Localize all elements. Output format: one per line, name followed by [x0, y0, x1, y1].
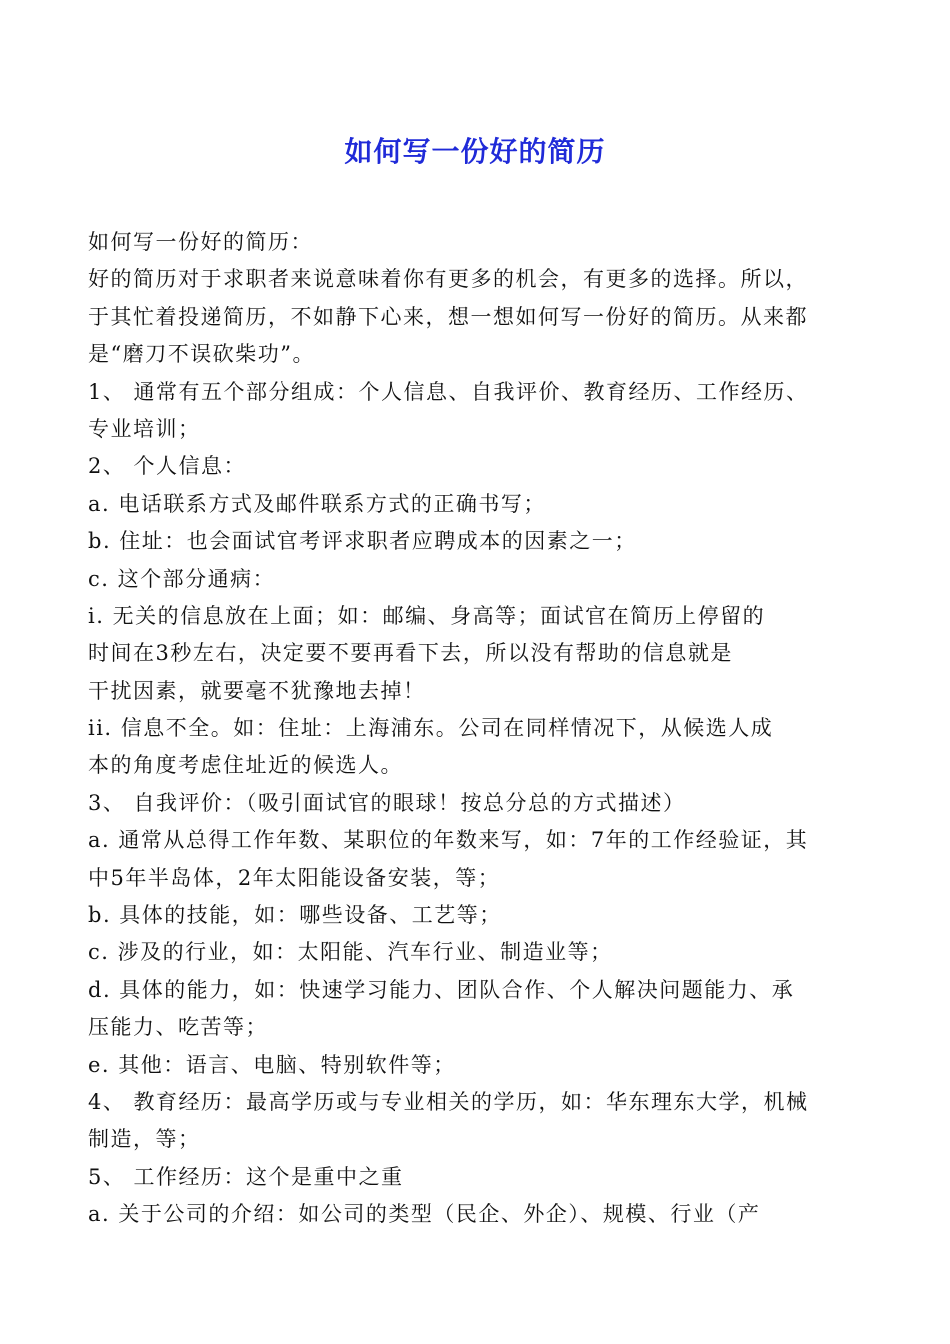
- document-title: 如何写一份好的简历: [344, 135, 606, 168]
- body-line: 压能力、吃苦等；: [88, 1015, 268, 1040]
- body-line: 干扰因素，就要毫不犹豫地去掉！: [88, 678, 426, 703]
- section-heading-4: 4、 教育经历：最高学历或与专业相关的学历，如：华东理东大学，机械: [88, 1089, 809, 1114]
- body-line: 于其忙着投递简历，不如静下心来，想一想如何写一份好的简历。从来都: [88, 304, 808, 329]
- body-line: 制造，等；: [88, 1127, 201, 1152]
- body-line: 中5年半岛体，2年太阳能设备安装，等；: [88, 865, 501, 890]
- list-item: a. 通常从总得工作年数、某职位的年数来写，如：7年的工作经验证，其: [88, 828, 809, 853]
- section-heading-1: 1、 通常有五个部分组成：个人信息、自我评价、教育经历、工作经历、: [88, 379, 809, 404]
- body-line: 如何写一份好的简历：: [88, 230, 313, 254]
- body-line: 好的简历对于求职者来说意味着你有更多的机会，有更多的选择。所以，: [88, 267, 808, 292]
- list-item: e. 其他：语言、电脑、特别软件等；: [88, 1052, 456, 1077]
- section-heading-2: 2、 个人信息：: [88, 454, 247, 479]
- list-item: a. 电话联系方式及邮件联系方式的正确书写；: [88, 491, 546, 516]
- section-heading-3: 3、 自我评价：（吸引面试官的眼球！按总分总的方式描述）: [88, 790, 686, 815]
- body-line: 本的角度考虑住址近的候选人。: [88, 753, 403, 778]
- list-item: c. 这个部分通病：: [88, 566, 276, 591]
- document-body: [88, 224, 878, 1234]
- sub-list-item: i. 无关的信息放在上面；如：邮编、身高等；面试官在简历上停留的: [88, 603, 766, 628]
- list-item: b. 住址：也会面试官考评求职者应聘成本的因素之一；: [88, 529, 637, 554]
- body-line: 是“磨刀不误砍柴功”。: [88, 342, 315, 367]
- body-line: 时间在3秒左右，决定要不要再看下去，所以没有帮助的信息就是: [88, 641, 733, 666]
- list-item: c. 涉及的行业，如：太阳能、汽车行业、制造业等；: [88, 940, 613, 965]
- section-heading-5: 5、 工作经历：这个是重中之重: [88, 1164, 404, 1189]
- list-item: b. 具体的技能，如：哪些设备、工艺等；: [88, 903, 502, 928]
- body-line: 专业培训；: [88, 416, 201, 441]
- list-item: d. 具体的能力，如：快速学习能力、团队合作、个人解决问题能力、承: [88, 977, 795, 1002]
- list-item: a. 关于公司的介绍：如公司的类型（民企、外企）、规模、行业（产: [88, 1202, 761, 1227]
- sub-list-item: ii. 信息不全。如：住址：上海浦东。公司在同样情况下，从候选人成: [88, 716, 774, 741]
